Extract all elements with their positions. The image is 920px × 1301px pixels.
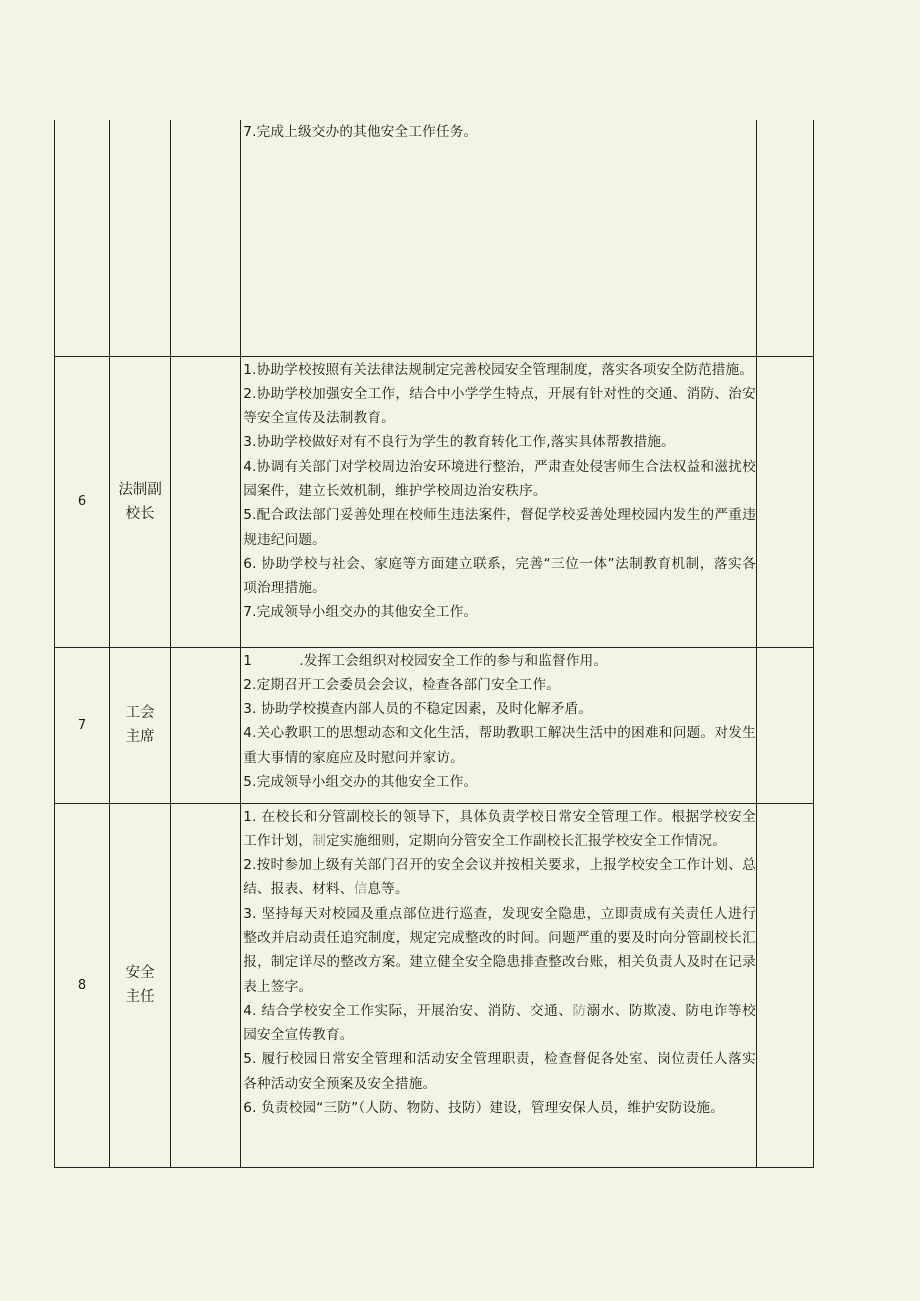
- duty-text: 2.按时参加上级有关部门召开的安全会议并按相关要求，上报学校安全工作计划、总结、报表、材料、: [243, 857, 756, 898]
- role-line: 安全: [125, 965, 155, 981]
- row-number-cell: [55, 120, 110, 356]
- remarks-cell: [756, 647, 813, 803]
- row-number-cell: 7: [55, 647, 110, 803]
- role-cell: [110, 356, 171, 647]
- role-cell: [110, 647, 171, 803]
- duty-text: 息等。: [367, 881, 409, 898]
- blank-cell: [171, 120, 241, 356]
- duty-text: 定实施细则，定期向分管安全工作副校长汇报学校安全工作情况。: [325, 832, 727, 849]
- duties-cell: [241, 356, 757, 647]
- remarks-cell: [756, 120, 813, 356]
- table-row: [55, 647, 814, 803]
- duty-item: 5.配合政法部门妥善处理在校师生违法案件，督促学校妥善处理校园内发生的严重违规违纪问题。: [243, 507, 756, 548]
- duty-item-number: 1: [243, 652, 253, 669]
- responsibility-table: [54, 120, 814, 1168]
- role-line: 工会: [125, 705, 155, 721]
- duty-item: [243, 999, 756, 1048]
- table-row: [55, 120, 814, 356]
- role-cell: [110, 803, 171, 1167]
- role-line: 主席: [125, 729, 155, 745]
- remarks-cell: [756, 803, 813, 1167]
- duty-item: 2.定期召开工会委员会会议，检查各部门安全工作。: [243, 676, 561, 693]
- blank-cell: [171, 803, 241, 1167]
- duty-item-text: .发挥工会组织对校园安全工作的参与和监督作用。: [299, 652, 608, 669]
- duty-item: 4.协调有关部门对学校周边治安环境进行整治，严肃查处侵害师生合法权益和滋扰校园案件，建立长效机制，维护学校周边治安秩序。: [243, 458, 756, 499]
- duty-text: 4. 结合学校安全工作实际，开展治安、消防、交通、: [243, 1002, 573, 1019]
- table-row: [55, 803, 814, 1167]
- row-number-cell: 8: [55, 803, 110, 1167]
- duty-text: 溺水、防欺凌、防电诈等校园安全宣传教育。: [243, 1002, 756, 1044]
- duty-item: 7.完成上级交办的其他安全工作任务。: [243, 124, 478, 140]
- duty-text-faint: 防: [572, 1002, 587, 1019]
- role-line: 校长: [125, 505, 155, 522]
- duty-item: 2.协助学校加强安全工作，结合中小学学生特点，开展有针对性的交通、消防、治安等安全宣传及法制教育。: [243, 385, 756, 427]
- duties-cell: [241, 120, 757, 356]
- role-cell: [110, 120, 171, 356]
- duty-item: 6. 协助学校与社会、家庭等方面建立联系，完善“三位一体”法制教育机制，落实各项治理措施。: [243, 555, 756, 597]
- duty-item: [243, 649, 756, 673]
- role-line: 主任: [125, 989, 155, 1005]
- duty-item: [243, 805, 756, 854]
- role-line: 法制副: [118, 481, 162, 498]
- duty-item: 3. 坚持每天对校园及重点部位进行巡查，发现安全隐患，立即责成有关责任人进行整改并启动责任追究制度，规定完成整改的时间。问题严重的要及时向分管副校长汇报，制定详尽的整改方案。建立健全安全隐患排查整改台账，相关负责人及时在记录表上签字。: [243, 905, 756, 995]
- duty-text-faint: 制: [312, 832, 326, 849]
- duty-item: 6. 负责校园“三防”（人防、物防、技防）建设，管理安保人员，维护安防设施。: [243, 1100, 724, 1117]
- duties-cell: [241, 647, 757, 803]
- duty-text: 1. 在校长和分管副校长的领导下，具体负责学校日常安全管理工作。根据学校安全工作计划，: [243, 808, 756, 849]
- duty-item: 7.完成领导小组交办的其他安全工作。: [243, 604, 478, 621]
- duties-cell: [241, 803, 757, 1167]
- duty-item: [243, 853, 756, 902]
- remarks-cell: [756, 356, 813, 647]
- blank-cell: [171, 356, 241, 647]
- table-row: [55, 356, 814, 647]
- blank-cell: [171, 647, 241, 803]
- duty-item: 5. 履行校园日常安全管理和活动安全管理职责，检查督促各处室、岗位责任人落实各种活动安全预案及安全措施。: [243, 1051, 756, 1092]
- duty-item: 3. 协助学校摸查内部人员的不稳定因素，及时化解矛盾。: [243, 701, 593, 718]
- duty-item: 5.完成领导小组交办的其他安全工作。: [243, 773, 478, 790]
- duty-item: 3.协助学校做好对有不良行为学生的教育转化工作,落实具体帮教措施。: [243, 434, 675, 451]
- row-number-cell: 6: [55, 356, 110, 647]
- duty-item: 1.协助学校按照有关法律法规制定完善校园安全管理制度，落实各项安全防范措施。: [243, 361, 754, 378]
- duty-item: 4.关心教职工的思想动态和文化生活，帮助教职工解决生活中的困难和问题。对发生重大事情的家庭应及时慰问并家访。: [243, 725, 756, 766]
- duty-text-faint: 信: [353, 881, 368, 898]
